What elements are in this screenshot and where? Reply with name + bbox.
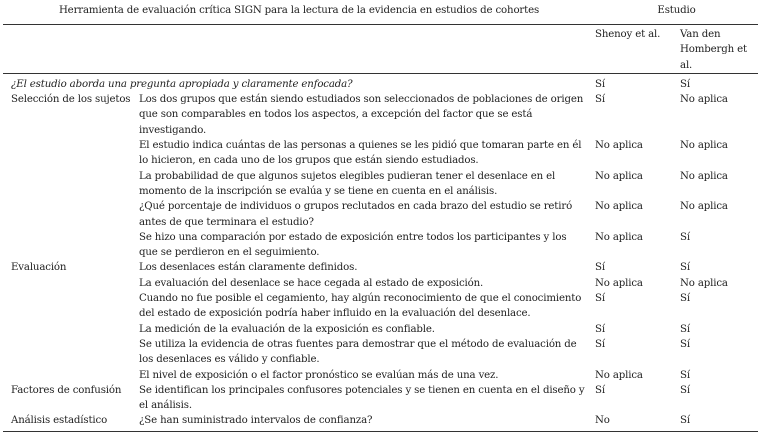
study2-cell: No aplica — [680, 140, 728, 152]
section-cell — [3, 291, 131, 322]
study1-cell: Sí — [595, 384, 605, 396]
study1-cell: Sí — [595, 262, 605, 274]
section-cell: Factores de confusión — [11, 384, 122, 396]
table-title: Herramienta de evaluación crítica SIGN para la lectura de la evidencia en estudios de cohortes — [3, 0, 587, 25]
study2-cell: No aplica — [680, 201, 728, 213]
table-row — [3, 73, 758, 92]
table-row — [3, 368, 758, 383]
table-row — [3, 337, 758, 368]
section-cell — [3, 322, 131, 337]
study2-cell: No aplica — [680, 170, 728, 182]
study1-cell: No aplica — [595, 231, 643, 243]
question-cell: Se utiliza la evidencia de otras fuentes para demostrar que el método de evaluación de los desenlaces es válido y confiable. — [139, 338, 577, 366]
section-cell: Evaluación — [11, 262, 67, 274]
study1-cell: No aplica — [595, 201, 643, 213]
table-row — [3, 276, 758, 291]
table-row — [3, 169, 758, 200]
study2-cell: Sí — [680, 338, 690, 350]
section-cell: Selección de los sujetos — [11, 94, 131, 106]
study2-cell: No aplica — [680, 94, 728, 106]
question-cell: La evaluación del desenlace se hace cegada al estado de exposición. — [139, 277, 484, 289]
study1-cell: Sí — [595, 323, 605, 335]
question-cell: ¿Se han suministrado intervalos de confianza? — [139, 415, 373, 427]
question-cell: Los desenlaces están claramente definidos. — [139, 262, 358, 274]
study1-cell: No — [595, 415, 610, 427]
question-cell: El estudio indica cuántas de las personas a quienes se les pidió que tomaran parte en él lo hicieron, en cada uno de los grupos que están siendo estudiados. — [139, 140, 582, 167]
question-cell: ¿El estudio aborda una pregunta apropiada y claramente enfocada? — [11, 78, 353, 90]
study2-cell: Sí — [680, 78, 690, 90]
sign-evaluation-table — [3, 0, 758, 432]
study2-header: Van den Hombergh et al. — [680, 29, 747, 71]
table-row — [3, 322, 758, 337]
table-row — [3, 138, 758, 169]
section-cell — [3, 199, 131, 230]
table-row — [3, 291, 758, 322]
question-cell: Se identifican los principales confusores potenciales y se tienen en cuenta en el diseño y el análisis. — [139, 384, 585, 412]
study1-cell: No aplica — [595, 140, 643, 152]
study2-cell: Sí — [680, 262, 690, 274]
table-row — [3, 383, 758, 414]
study1-header: Shenoy et al. — [595, 29, 661, 40]
section-cell — [3, 337, 131, 368]
question-cell: ¿Qué porcentaje de individuos o grupos reclutados en cada brazo del estudio se retiró antes de que terminara el estudio? — [139, 201, 573, 228]
table-row — [3, 199, 758, 230]
study1-cell: No aplica — [595, 369, 643, 381]
section-cell — [3, 138, 131, 169]
study1-cell: Sí — [595, 94, 605, 106]
study1-cell: No aplica — [595, 277, 643, 289]
study2-cell: Sí — [680, 323, 690, 335]
study1-cell: Sí — [595, 293, 605, 305]
question-cell: Cuando no fue posible el cegamiento, hay algún reconocimiento de que el conocimiento del estado de exposición podría haber influido en la evaluación del desenlace. — [139, 293, 582, 320]
header-blank — [3, 25, 587, 74]
table-row — [3, 260, 758, 275]
header-row-2 — [3, 25, 758, 74]
section-cell: Análisis estadístico — [11, 415, 108, 427]
study1-cell: No aplica — [595, 170, 643, 182]
question-cell: La probabilidad de que algunos sujetos elegibles pudieran tener el desenlace en el momento de la inscripción se evalúa y se tiene en cuenta en el análisis. — [139, 170, 556, 197]
study1-cell: Sí — [595, 338, 605, 350]
study2-cell: Sí — [680, 231, 690, 243]
study2-cell: Sí — [680, 293, 690, 305]
study2-cell: Sí — [680, 415, 690, 427]
question-cell: El nivel de exposición o el factor pronóstico se evalúan más de una vez. — [139, 369, 499, 381]
question-cell: Se hizo una comparación por estado de exposición entre todos los participantes y los que se perdieron en el seguimiento. — [139, 231, 567, 259]
table-body — [3, 73, 758, 431]
section-cell — [3, 368, 131, 383]
study2-cell: No aplica — [680, 277, 728, 289]
study2-cell: Sí — [680, 384, 690, 396]
question-cell: La medición de la evaluación de la exposición es confiable. — [139, 323, 435, 335]
table-row — [3, 92, 758, 138]
section-cell — [3, 276, 131, 291]
table-row — [3, 230, 758, 261]
question-cell: Los dos grupos que están siendo estudiados son seleccionados de poblaciones de origen que son comparables en todos los aspectos, a excepción del factor que se está investigando. — [139, 94, 584, 136]
table-row — [3, 413, 758, 431]
study1-cell: Sí — [595, 78, 605, 90]
study-group-header: Estudio — [587, 0, 758, 25]
header-row-1 — [3, 0, 758, 25]
study2-cell: Sí — [680, 369, 690, 381]
section-cell — [3, 230, 131, 261]
section-cell — [3, 169, 131, 200]
